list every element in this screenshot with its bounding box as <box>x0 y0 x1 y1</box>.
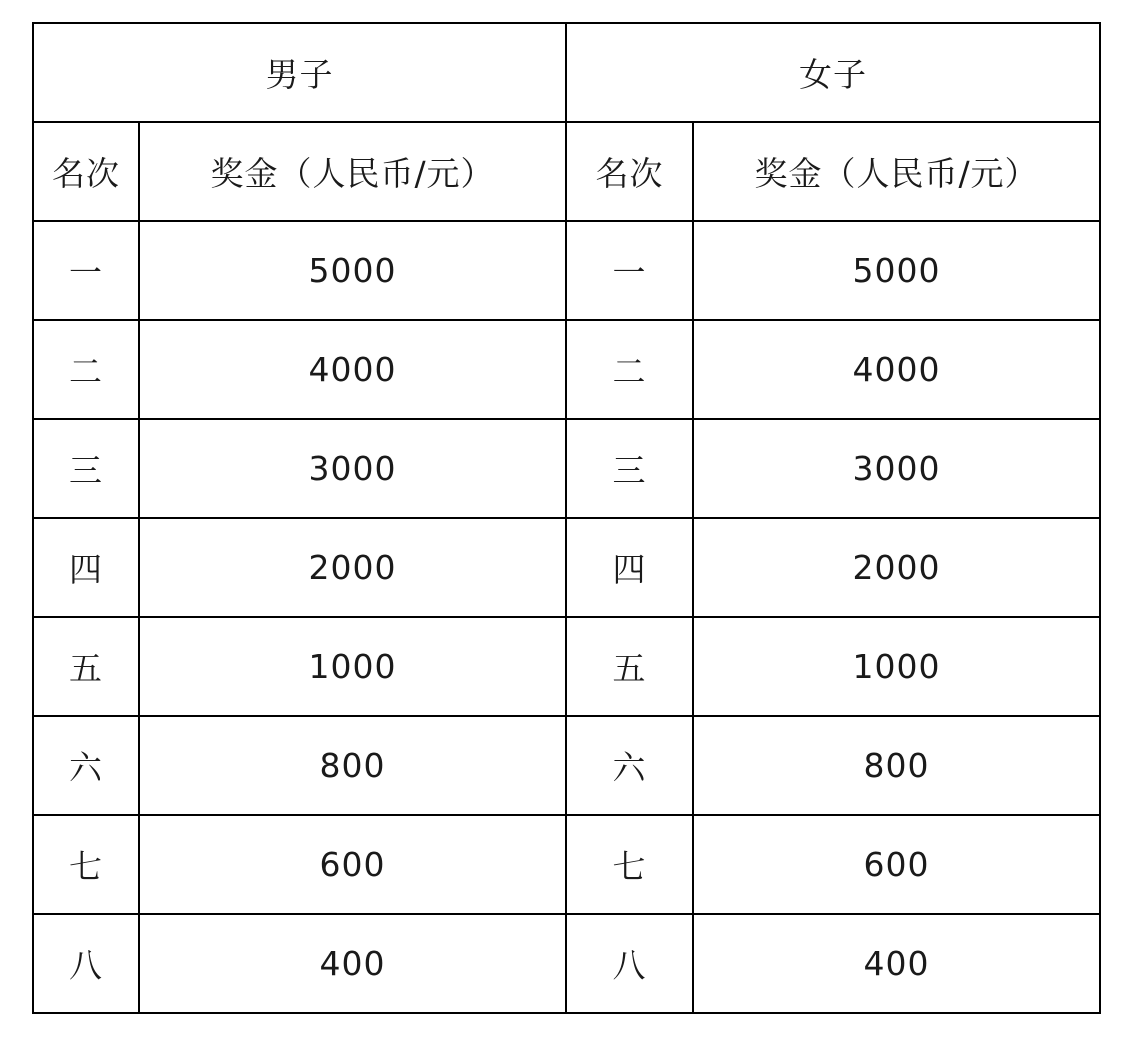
women-group-header: 女子 <box>566 23 1100 122</box>
group-header-row <box>33 23 1100 122</box>
women-prize-cell: 3000 <box>693 419 1100 518</box>
women-rank-cell: 八 <box>566 914 693 1013</box>
women-prize-cell: 400 <box>693 914 1100 1013</box>
men-prize-cell: 3000 <box>139 419 566 518</box>
column-header-row <box>33 122 1100 221</box>
women-prize-cell: 600 <box>693 815 1100 914</box>
men-prize-cell: 400 <box>139 914 566 1013</box>
women-rank-cell: 一 <box>566 221 693 320</box>
women-rank-cell: 二 <box>566 320 693 419</box>
women-prize-cell: 2000 <box>693 518 1100 617</box>
men-group-header: 男子 <box>33 23 566 122</box>
table-row <box>33 914 1100 1013</box>
men-rank-cell: 一 <box>33 221 139 320</box>
men-rank-cell: 六 <box>33 716 139 815</box>
men-prize-cell: 5000 <box>139 221 566 320</box>
women-prize-cell: 4000 <box>693 320 1100 419</box>
table-row <box>33 815 1100 914</box>
prize-table <box>32 22 1101 1014</box>
women-rank-cell: 四 <box>566 518 693 617</box>
men-prize-cell: 600 <box>139 815 566 914</box>
table-row <box>33 617 1100 716</box>
women-prize-header: 奖金（人民币/元） <box>693 122 1100 221</box>
women-rank-cell: 五 <box>566 617 693 716</box>
women-prize-cell: 800 <box>693 716 1100 815</box>
men-rank-cell: 八 <box>33 914 139 1013</box>
men-rank-cell: 五 <box>33 617 139 716</box>
men-prize-cell: 2000 <box>139 518 566 617</box>
men-rank-cell: 二 <box>33 320 139 419</box>
table-row <box>33 419 1100 518</box>
women-prize-cell: 5000 <box>693 221 1100 320</box>
table-row <box>33 716 1100 815</box>
table-row <box>33 518 1100 617</box>
men-prize-header: 奖金（人民币/元） <box>139 122 566 221</box>
men-rank-header: 名次 <box>33 122 139 221</box>
men-prize-cell: 1000 <box>139 617 566 716</box>
men-rank-cell: 四 <box>33 518 139 617</box>
table-row <box>33 320 1100 419</box>
table-row <box>33 221 1100 320</box>
men-rank-cell: 三 <box>33 419 139 518</box>
men-prize-cell: 800 <box>139 716 566 815</box>
women-rank-cell: 三 <box>566 419 693 518</box>
women-prize-cell: 1000 <box>693 617 1100 716</box>
men-prize-cell: 4000 <box>139 320 566 419</box>
women-rank-cell: 六 <box>566 716 693 815</box>
women-rank-cell: 七 <box>566 815 693 914</box>
women-rank-header: 名次 <box>566 122 693 221</box>
men-rank-cell: 七 <box>33 815 139 914</box>
